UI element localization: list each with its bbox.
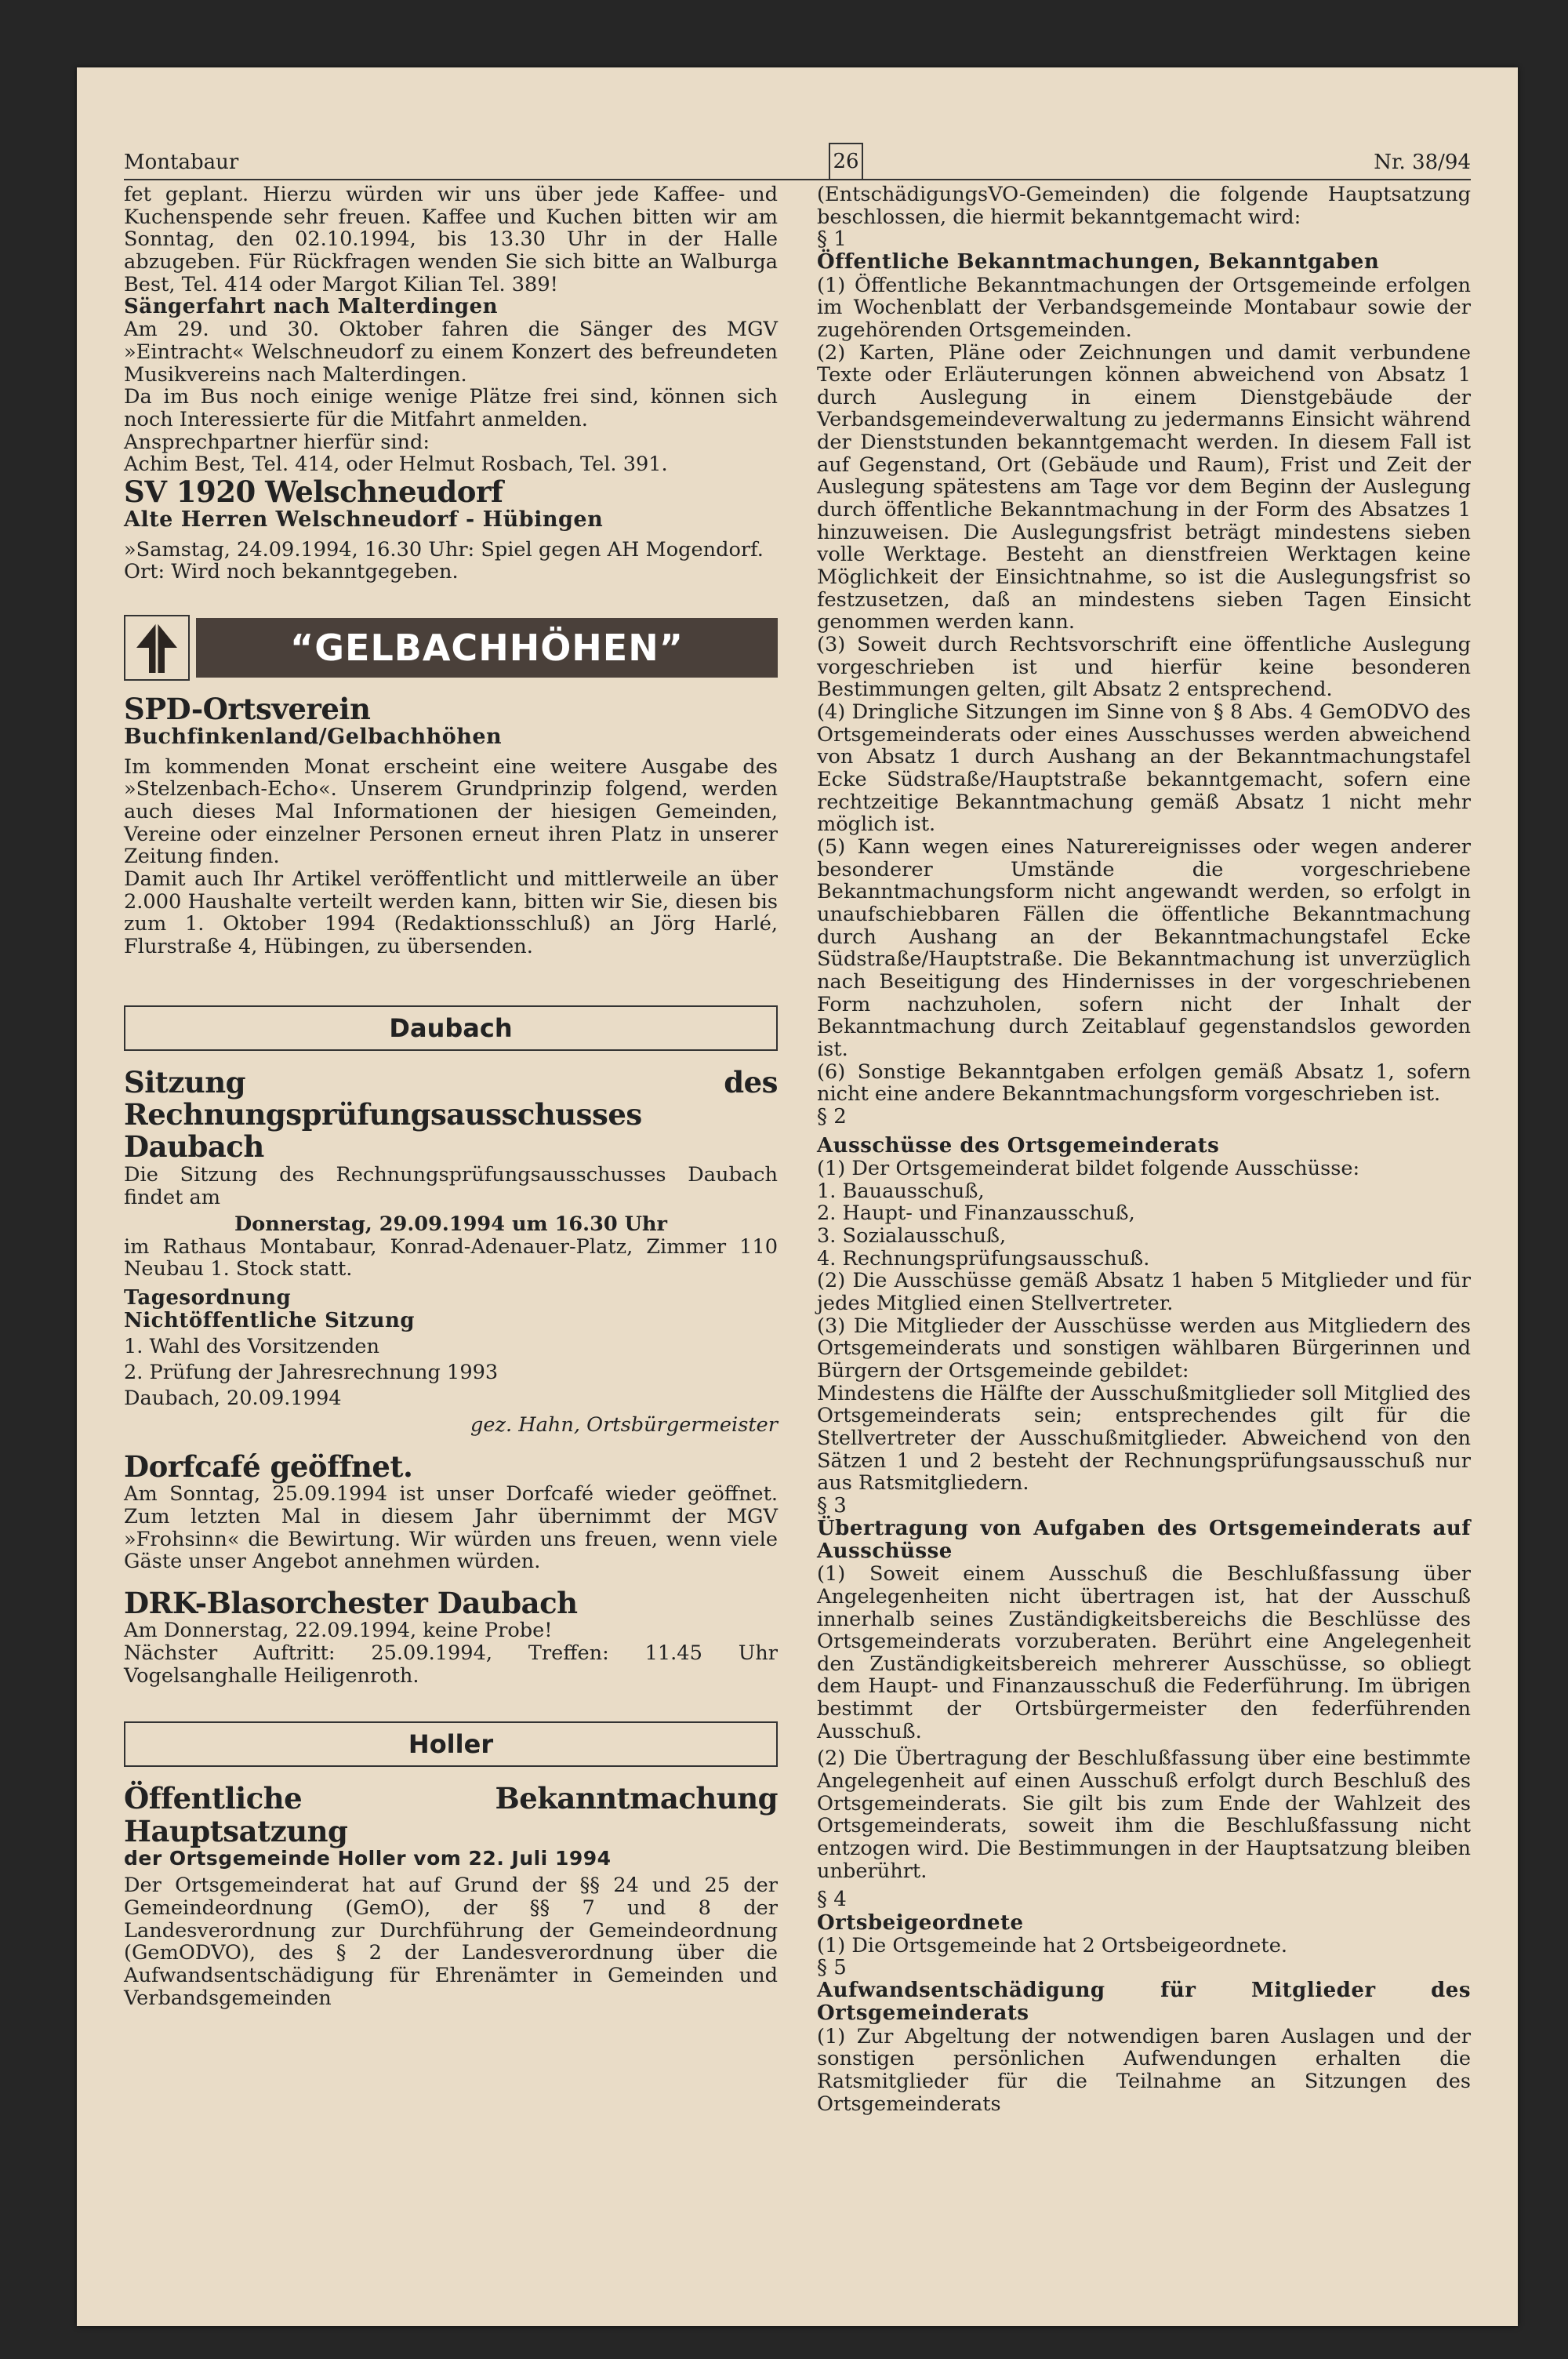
cafe-text: Am Sonntag, 25.09.1994 ist unser Dorfcafé wieder geöffnet. Zum letzten Mal in diesem Jahr übernimmt der MGV »Frohsinn« die Bewirtung. Wir würden uns freuen, wenn viele Gäste unser Angebot annehmen würden. xyxy=(124,1482,778,1574)
list-item: 1. Wahl des Vorsitzenden xyxy=(124,1335,380,1359)
section-5-title: Aufwandsentschädigung für Mitglieder des Ortsgemeinderats xyxy=(817,1979,1471,2026)
drk-heading: DRK-Blasorchester Daubach xyxy=(124,1586,578,1621)
rp-text-1: Die Sitzung des Rechnungsprüfungsausschusses Daubach findet am xyxy=(124,1162,778,1209)
section-3-text-2: (2) Die Übertragung der Beschlußfassung über eine bestimmte Angelegenheit auf einen Ausschuß erfolgt durch Beschluß des Ortsgemeinderats. Sie gilt bis zum Ende der Wahlzeit des Ortsgemeinderats, soweit ihm die Beschlußfassung nicht entzogen wird. Die Bestimmungen in der Hauptsatzung bleiben unberührt. xyxy=(817,1747,1471,1883)
section-3-sign: § 3 xyxy=(817,1493,847,1518)
oeb-subheading: der Ortsgemeinde Holler vom 22. Juli 1994 xyxy=(124,1847,612,1870)
list-item: 4. Rechnungsprüfungsausschuß. xyxy=(817,1246,1150,1270)
drk-text-2: Nächster Auftritt: 25.09.1994, Treffen: 11.45 Uhr Vogelsanghalle Heiligenroth. xyxy=(124,1641,778,1688)
section-1-text-4: (4) Dringliche Sitzungen im Sinne von § 8 Abs. 4 GemODVO des Ortsgemeinderats oder eines Ausschusses werden abweichend von Absatz 1 durch Aushang an der Bekanntmachungstafel Ecke Südstraße/Hauptstraße bekanntgemacht, sofern eine rechtzeitige Bekanntmachung gemäß Absatz 1 nicht mehr möglich ist. xyxy=(817,700,1471,837)
rp-dateline: Daubach, 20.09.1994 xyxy=(124,1386,342,1410)
banner-title: “GELBACHHÖHEN” xyxy=(196,618,778,678)
rp-text-2: im Rathaus Montabaur, Konrad-Adenauer-Platz, Zimmer 110 Neubau 1. Stock statt. xyxy=(124,1234,778,1281)
newspaper-page xyxy=(77,67,1518,2326)
oeb-text: Der Ortsgemeinderat hat auf Grund der §§ 24 und 25 der Gemeindeordnung (GemO), der §§ 7 und 8 der Landesverordnung zur Durchführung der Gemeindeordnung (GemODVO), des § 2 der Landesverordnung über die Aufwandsentschädigung für Ehrenämter in Gemeinden und Verbandsgemeinden xyxy=(124,1874,778,2010)
section-box-daubach: Daubach xyxy=(124,1005,778,1051)
oeb-heading: Öffentliche Bekanntmachung Hauptsatzung xyxy=(124,1781,778,1848)
header-town: Montabaur xyxy=(124,151,239,174)
saenger-heading: Sängerfahrt nach Malterdingen xyxy=(124,295,499,319)
section-4-title: Ortsbeigeordnete xyxy=(817,1910,1024,1935)
right-column xyxy=(817,184,1471,2115)
rp-signature: gez. Hahn, Ortsbürgermeister xyxy=(470,1413,778,1438)
section-3-title: Übertragung von Aufgaben des Ortsgemeinderats auf Ausschüsse xyxy=(817,1516,1471,1564)
section-1-title: Öffentliche Bekanntmachungen, Bekanntgaben xyxy=(817,250,1380,274)
intro-text: fet geplant. Hierzu würden wir uns über jede Kaffee- und Kuchenspende sehr freuen. Kaffee und Kuchen bitten wir am Sonntag, den 02.10.1994, bis 13.30 Uhr in der Halle abzugeben. Für Rückfragen wenden Sie sich bitte an Walburga Best, Tel. 414 oder Margot Kilian Tel. 389! xyxy=(124,183,778,296)
section-box-holler: Holler xyxy=(124,1721,778,1767)
section-5-text-1: (1) Zur Abgeltung der notwendigen baren Auslagen und der sonstigen persönlichen Aufwendungen erhalten die Ratsmitglieder für die Teilnahme an Sitzungen des Ortsgemeinderats xyxy=(817,2024,1471,2116)
sv-text-2: Ort: Wird noch bekanntgegeben. xyxy=(124,560,459,584)
section-4-sign: § 4 xyxy=(817,1888,847,1912)
section-1-text-3: (3) Soweit durch Rechtsvorschrift eine öffentliche Auslegung vorgeschrieben ist und hierfür keine besonderen Bestimmungen gelten, gilt Absatz 2 entsprechend. xyxy=(817,633,1471,702)
left-column xyxy=(124,184,778,2009)
satzung-intro: (EntschädigungsVO-Gemeinden) die folgende Hauptsatzung beschlossen, die hiermit bekanntgemacht wird: xyxy=(817,183,1471,229)
rp-agenda-heading: Tagesordnung xyxy=(124,1286,292,1310)
list-item: 2. Haupt- und Finanzausschuß, xyxy=(817,1201,1135,1226)
gelbachhoehen-banner xyxy=(124,615,778,681)
spd-subheading: Buchfinkenland/Gelbachhöhen xyxy=(124,725,503,750)
sv-text-1: »Samstag, 24.09.1994, 16.30 Uhr: Spiel gegen AH Mogendorf. xyxy=(124,537,764,562)
rp-agenda-list xyxy=(124,1336,778,1383)
section-1-text-5: (5) Kann wegen eines Naturereignisses oder wegen anderer besonderer Umstände die vorgeschriebene Bekanntmachungsform nicht angewandt werden, so erfolgt in unaufschiebbaren Fällen die öffentliche Bekanntmachung durch Aushang an der Bekanntmachungstafel Ecke Südstraße/Hauptstraße. Die Bekanntmachung ist unverzüglich nach Beseitigung des Hindernisses in der vorgeschriebenen Form nachzuholen, sofern nicht der Inhalt der Bekanntmachung durch Zeitablauf gegenstandslos geworden ist. xyxy=(817,834,1471,1061)
saenger-text-2: Da im Bus noch einige wenige Plätze frei sind, können sich noch Interessierte für die Mitfahrt anmelden. xyxy=(124,385,778,432)
section-1-sign: § 1 xyxy=(817,227,847,252)
section-2-sign: § 2 xyxy=(817,1104,847,1129)
section-1-text-1: (1) Öffentliche Bekanntmachungen der Ortsgemeinde erfolgen im Wochenblatt der Verbandsgemeinde Montabaur sowie der zugehörenden Ortsgemeinden. xyxy=(817,273,1471,342)
section-5-sign: § 5 xyxy=(817,1956,847,1980)
section-2-text-3: (3) Die Mitglieder der Ausschüsse werden aus Mitgliedern des Ortsgemeinderats und sonstigen wählbaren Bürgerinnen und Bürgern der Ortsgemeinde gebildet: xyxy=(817,1314,1471,1383)
cafe-heading: Dorfcafé geöffnet. xyxy=(124,1448,413,1484)
section-2-text-4: Mindestens die Hälfte der Ausschußmitglieder soll Mitglied des Ortsgemeinderats sein; entsprechendes gilt für die Stellvertreter der Ausschußmitglieder. Abweichend von den Sätzen 1 und 2 besteht der Rechnungsprüfungsausschuß nur aus Ratsmitgliedern. xyxy=(817,1381,1471,1496)
committee-list xyxy=(817,1180,1471,1270)
list-item: 2. Prüfung der Jahresrechnung 1993 xyxy=(124,1361,499,1385)
spd-text-1: Im kommenden Monat erscheint eine weitere Ausgabe des »Stelzenbach-Echo«. Unserem Grundprinzip folgend, werden auch dieses Mal Informationen der hiesigen Gemeinden, Vereine oder einzelner Personen erneut ihren Platz in unserer Zeitung finden. xyxy=(124,754,778,869)
sv-subheading: Alte Herren Welschneudorf - Hübingen xyxy=(124,507,604,533)
section-2-text-1: (1) Der Ortsgemeinderat bildet folgende Ausschüsse: xyxy=(817,1157,1360,1181)
issue-number: Nr. 38/94 xyxy=(1374,151,1471,174)
arrow-logo-icon xyxy=(124,615,190,681)
list-item: 1. Bauausschuß, xyxy=(817,1179,985,1203)
section-3-text-1: (1) Soweit einem Ausschuß die Beschlußfassung über Angelegenheiten nicht übertragen ist, hat der Ausschuß innerhalb seines Zuständigkeitsbereichs die Beschlüsse des Ortsgemeinderats vorzuberaten. Berührt eine Angelegenheit den Zuständigkeitsbereich mehrerer Ausschüsse, so obliegt dem Haupt- und Finanzausschuß die Federführung. Im übrigen bestimmt der Ortsbürgermeister den federführenden Ausschuß. xyxy=(817,1562,1471,1743)
section-1-text-2: (2) Karten, Pläne oder Zeichnungen und damit verbundene Texte oder Erläuterungen können abweichend von Absatz 1 durch Auslegung in einem Dienstgebäude der Verbandsgemeindeverwaltung zu jedermanns Einsicht während der Dienststunden bekanntgemacht werden. In diesem Fall ist auf Gegenstand, Ort (Gebäude und Raum), Frist und Zeit der Auslegung spätestens am Tage vor dem Beginn der Auslegung durch öffentliche Bekanntmachung in der Form des Absatzes 1 hinzuweisen. Die Auslegungsfrist beträgt mindestens sieben volle Werktage. Besteht an dienstfreien Werktagen keine Möglichkeit der Einsichtnahme, so ist die Auslegungsfrist so festzusetzen, daß an mindestens sieben Tagen Einsicht genommen werden kann. xyxy=(817,340,1471,634)
section-4-text-1: (1) Die Ortsgemeinde hat 2 Ortsbeigeordnete. xyxy=(817,1933,1287,1957)
saenger-text-1: Am 29. und 30. Oktober fahren die Sänger des MGV »Eintracht« Welschneudorf zu einem Konzert des befreundeten Musikvereins nach Malterdingen. xyxy=(124,318,778,387)
section-2-text-2: (2) Die Ausschüsse gemäß Absatz 1 haben 5 Mitglieder und für jedes Mitglied einen Stellvertreter. xyxy=(817,1269,1471,1315)
page-number: 26 xyxy=(829,143,863,180)
spd-text-2: Damit auch Ihr Artikel veröffentlicht und mittlerweile an über 2.000 Haushalte verteilt werden kann, bitten wir Sie, diesen bis zum 1. Oktober 1994 (Redaktionsschluß) an Jörg Harlé, Flurstraße 4, Hübingen, zu übersenden. xyxy=(124,867,778,958)
section-1-text-6: (6) Sonstige Bekanntgaben erfolgen gemäß Absatz 1, sofern nicht eine andere Bekanntmachungsform vorgeschrieben ist. xyxy=(817,1060,1471,1107)
list-item: 3. Sozialausschuß, xyxy=(817,1224,1007,1248)
rp-heading: Sitzung des Rechnungsprüfungsausschusses Daubach xyxy=(124,1064,778,1165)
saenger-text-4: Achim Best, Tel. 414, oder Helmut Rosbach, Tel. 391. xyxy=(124,453,668,477)
rp-date: Donnerstag, 29.09.1994 um 16.30 Uhr xyxy=(234,1212,668,1237)
rp-nonpublic: Nichtöffentliche Sitzung xyxy=(124,1309,416,1333)
spd-heading: SPD-Ortsverein xyxy=(124,691,371,726)
sv-heading: SV 1920 Welschneudorf xyxy=(124,474,503,509)
drk-text-1: Am Donnerstag, 22.09.1994, keine Probe! xyxy=(124,1619,553,1643)
section-2-title: Ausschüsse des Ortsgemeinderats xyxy=(817,1133,1220,1158)
page-header xyxy=(124,143,1471,180)
saenger-text-3: Ansprechpartner hierfür sind: xyxy=(124,430,430,454)
